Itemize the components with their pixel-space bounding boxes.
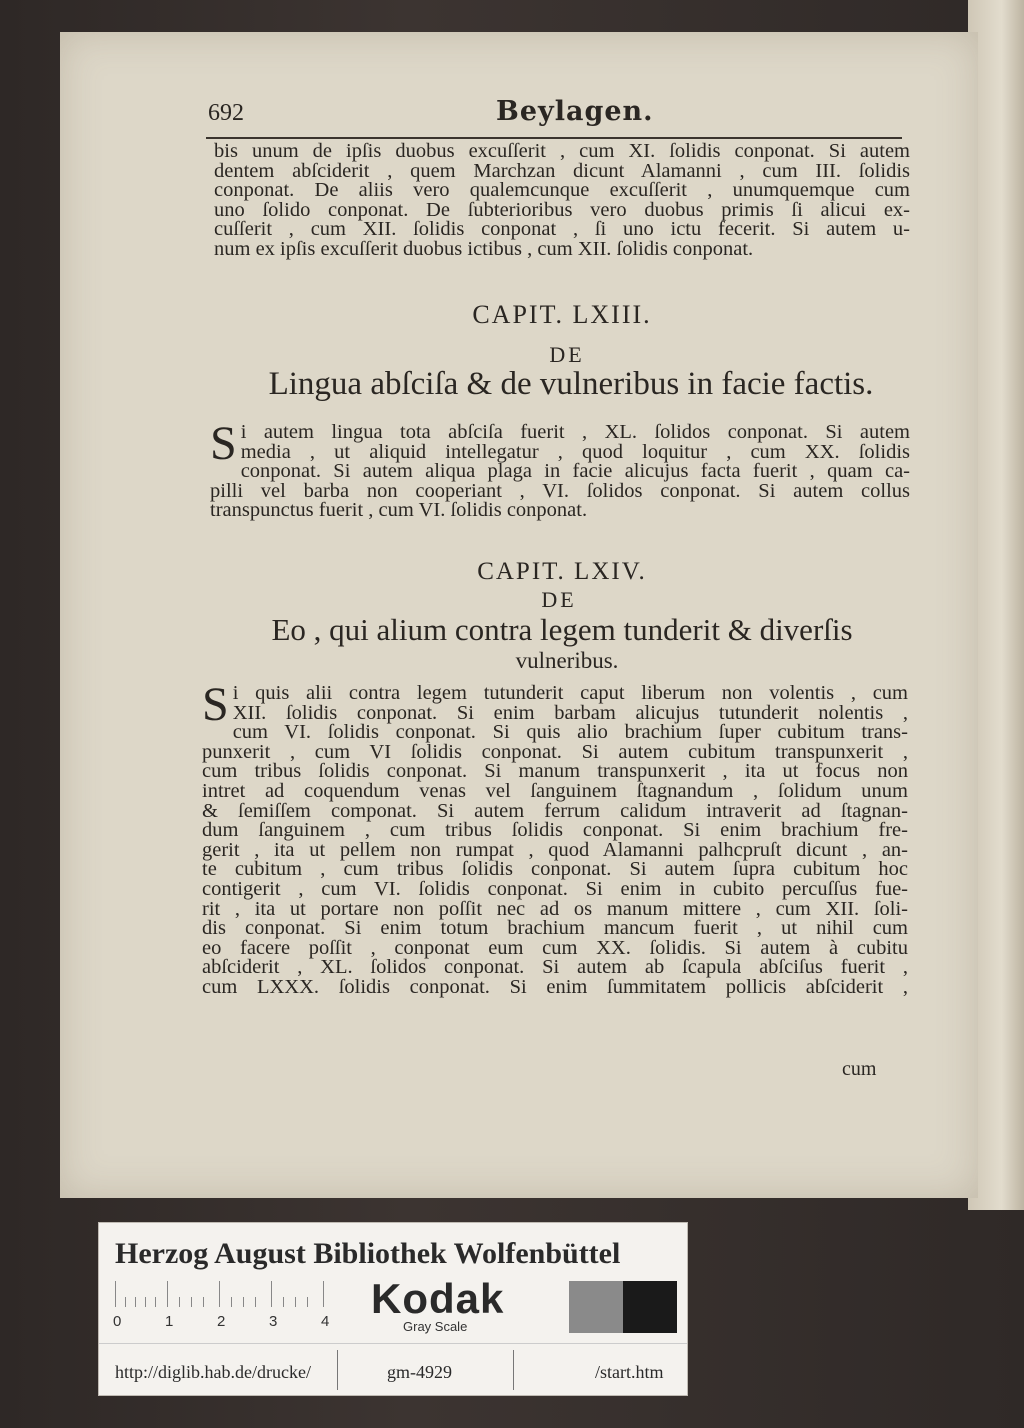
text-line: conponat. De aliis vero qualemcunque excuſſerit , unumquemque cum	[214, 179, 910, 202]
ruler-tick	[295, 1297, 296, 1307]
running-head: Beylagen.	[496, 96, 654, 127]
grayscale-label: Gray Scale	[403, 1319, 468, 1334]
text-line: XII. ſolidis conponat. Si enim barbam alicujus tutunderit nolentis ,	[232, 701, 908, 724]
chapter-de-64: DE	[541, 587, 577, 612]
chapter-title-64: Eo , qui alium contra legem tunderit & diverſis	[271, 612, 853, 647]
ruler-tick	[179, 1297, 180, 1307]
ruler-tick	[307, 1297, 308, 1307]
text-line: i autem lingua tota abſciſa fuerit , XL. ſolidos conponat. Si autem	[240, 421, 910, 443]
chapter-heading-64: CAPIT. LXIV.	[477, 558, 647, 585]
paragraph-2	[210, 417, 910, 522]
text-line: num ex ipſis excuſſerit duobus ictibus , cum XII. ſolidis conponat.	[214, 237, 754, 260]
header-rule	[206, 137, 902, 139]
text-line: bis unum de ipſis duobus excuſſerit , cum XI. ſolidis conponat. Si autem	[214, 140, 910, 162]
ruler-number: 0	[113, 1313, 122, 1330]
catchword: cum	[842, 1058, 877, 1080]
text-line: dentem abſciderit , quem Marchzan dicunt Alamanni , cum III. ſolidis	[214, 159, 910, 182]
text-line: punxerit , cum VI ſolidis conponat. Si autem cubitum transpunxerit ,	[202, 740, 908, 763]
ruler-tick	[283, 1297, 284, 1307]
text-line: intret ad coquendum venas vel ſanguinem ſtagnandum , ſolidum unum	[202, 779, 908, 802]
ruler-tick	[191, 1297, 192, 1307]
ruler-tick	[125, 1297, 126, 1307]
library-label	[98, 1222, 688, 1396]
ruler-tick	[135, 1297, 136, 1307]
ruler-tick	[155, 1297, 156, 1307]
page-number: 692	[208, 100, 244, 126]
text-line: cum VI. ſolidis conponat. Si quis alio brachium ſuper cubitum trans-	[232, 721, 908, 744]
ruler-number: 4	[321, 1313, 330, 1330]
ruler-number: 3	[269, 1313, 278, 1330]
text-line: pilli vel barba non cooperiant , VI. ſolidos conponat. Si autem collus	[210, 479, 910, 502]
text-line: eo facere poſſit , conponat eum cum XX. ſolidis. Si autem à cubitu	[202, 936, 908, 959]
ruler-tick	[203, 1297, 204, 1307]
text-line: & ſemiſſem componat. Si autem ferrum calidum intraverit ad ſtagnan-	[202, 799, 908, 822]
text-line: contigerit , cum VI. ſolidis conponat. Si enim in cubito percuſſus fue-	[202, 877, 908, 900]
paragraph-3	[202, 678, 908, 998]
text-line: abſciderit , XL. ſolidos conponat. Si autem ab ſcapula abſciſus fuerit ,	[202, 956, 908, 979]
text-line: cum LXXX. ſolidis conponat. Si enim ſummitatem pollicis abſciderit ,	[202, 975, 908, 998]
drop-cap: S	[210, 417, 237, 470]
text-line: gerit , ita ut pellem non rumpat , quod Alamanni palhcpruſt dicunt , an-	[202, 838, 908, 861]
ruler-tick	[167, 1281, 168, 1307]
chapter-title-64-cont: vulneribus.	[515, 648, 619, 673]
chapter-de-63: DE	[549, 342, 585, 367]
text-line: i quis alii contra legem tutunderit caput liberum non volentis , cum	[232, 682, 908, 704]
text-line: cuſſerit , cum XII. ſolidis conponat , ſi uno ictu fecerit. Si autem u-	[214, 218, 910, 241]
ruler-tick	[271, 1281, 272, 1307]
paragraph-1	[214, 142, 910, 260]
ruler-tick	[115, 1281, 116, 1307]
url-text: http://diglib.hab.de/drucke/	[115, 1362, 311, 1382]
kodak-logo: Kodak	[371, 1275, 505, 1322]
scale-ruler	[115, 1279, 335, 1307]
label-footer	[99, 1343, 687, 1396]
text-line: conponat. Si autem aliqua plaga in facie alicujus facta fuerit , quam ca-	[240, 460, 910, 483]
separator	[513, 1350, 514, 1390]
text-line: rit , ita ut portare non poſſit nec ad os manum mittere , cum XII. ſoli-	[202, 897, 908, 920]
separator	[337, 1350, 338, 1390]
ruler-tick	[255, 1297, 256, 1307]
ruler-number: 1	[165, 1313, 174, 1330]
chapter-heading-63: CAPIT. LXIII.	[472, 300, 652, 329]
library-name: Herzog August Bibliothek Wolfenbüttel	[115, 1237, 621, 1270]
ruler-tick	[243, 1297, 244, 1307]
shelfmark-code: gm-4929	[387, 1362, 452, 1382]
gray-swatch	[569, 1281, 623, 1333]
text-line: uno ſolido conponat. De ſubterioribus vero duobus primis ſi alicui ex-	[214, 198, 910, 221]
chapter-title-63: Lingua abſciſa & de vulneribus in facie factis.	[268, 366, 874, 402]
start-text: /start.htm	[595, 1362, 664, 1382]
ruler-tick	[145, 1297, 146, 1307]
ruler-tick	[219, 1281, 220, 1307]
ruler-tick	[231, 1297, 232, 1307]
text-line: dum ſanguinem , cum tribus ſolidis conponat. Si enim brachium fre-	[202, 819, 908, 842]
text-line: dis conponat. Si enim totum brachium mancum fuerit , ut nihil cum	[202, 917, 908, 940]
black-swatch	[623, 1281, 677, 1333]
text-line: media , ut aliquid intellegatur , quod loquitur , cum XX. ſolidis	[240, 440, 910, 463]
ruler-number: 2	[217, 1313, 226, 1330]
text-line: te cubitum , cum tribus ſolidis conponat. Si autem ſupra cubitum hoc	[202, 858, 908, 881]
text-line: transpunctus fuerit , cum VI. ſolidis conponat.	[210, 499, 588, 522]
drop-cap: S	[202, 678, 229, 731]
text-line: cum tribus ſolidis conponat. Si manum transpunxerit , ita ut focus non	[202, 760, 908, 783]
ruler-tick	[323, 1281, 324, 1307]
